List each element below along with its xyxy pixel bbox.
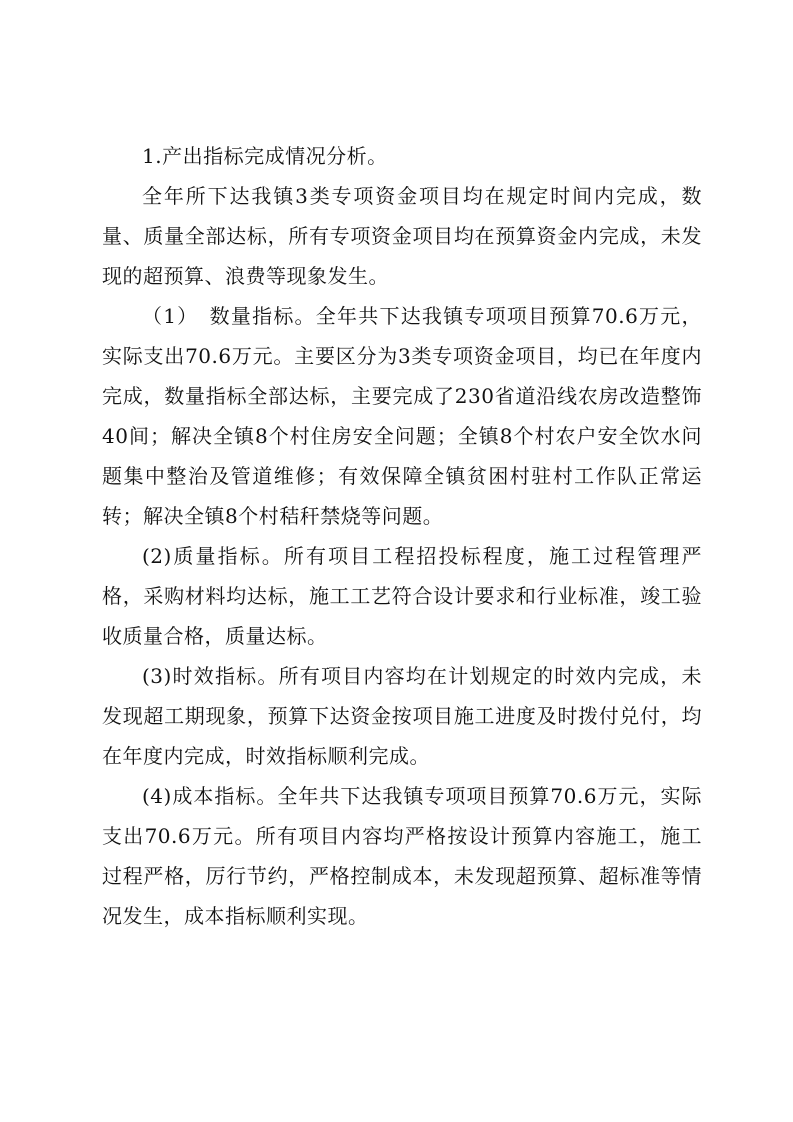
paragraph-quality-indicator: (2)质量指标。所有项目工程招投标程度，施工过程管理严格，采购材料均达标，施工工艺符合设计要求和行业标准，竣工验收质量合格，质量达标。: [102, 544, 702, 648]
document-body: [102, 136, 702, 936]
paragraph-timeliness-indicator: (3)时效指标。所有项目内容均在计划规定的时效内完成，未发现超工期现象，预算下达资金按项目施工进度及时拨付兑付，均在年度内完成，时效指标顺利完成。: [102, 664, 702, 768]
paragraph-quantity-indicator: （1） 数量指标。全年共下达我镇专项项目预算70.6万元，实际支出70.6万元。主要区分为3类专项资金项目，均已在年度内完成，数量指标全部达标，主要完成了230省道沿线农房改造整饰40间；解决全镇8个村住房安全问题；全镇8个村农户安全饮水问题集中整治及管道维修；有效保障全镇贫困村驻村工作队正常运转；解决全镇8个村秸秆禁烧等问题。: [102, 304, 702, 528]
paragraph-cost-indicator: (4)成本指标。全年共下达我镇专项项目预算70.6万元，实际支出70.6万元。所有项目内容均严格按设计预算内容施工，施工过程严格，厉行节约，严格控制成本，未发现超预算、超标准等情况发生，成本指标顺利实现。: [102, 784, 702, 928]
paragraph-summary: 全年所下达我镇3类专项资金项目均在规定时间内完成，数量、质量全部达标，所有专项资金项目均在预算资金内完成，未发现的超预算、浪费等现象发生。: [102, 184, 702, 288]
section-heading: 1.产出指标完成情况分析。: [142, 144, 388, 168]
